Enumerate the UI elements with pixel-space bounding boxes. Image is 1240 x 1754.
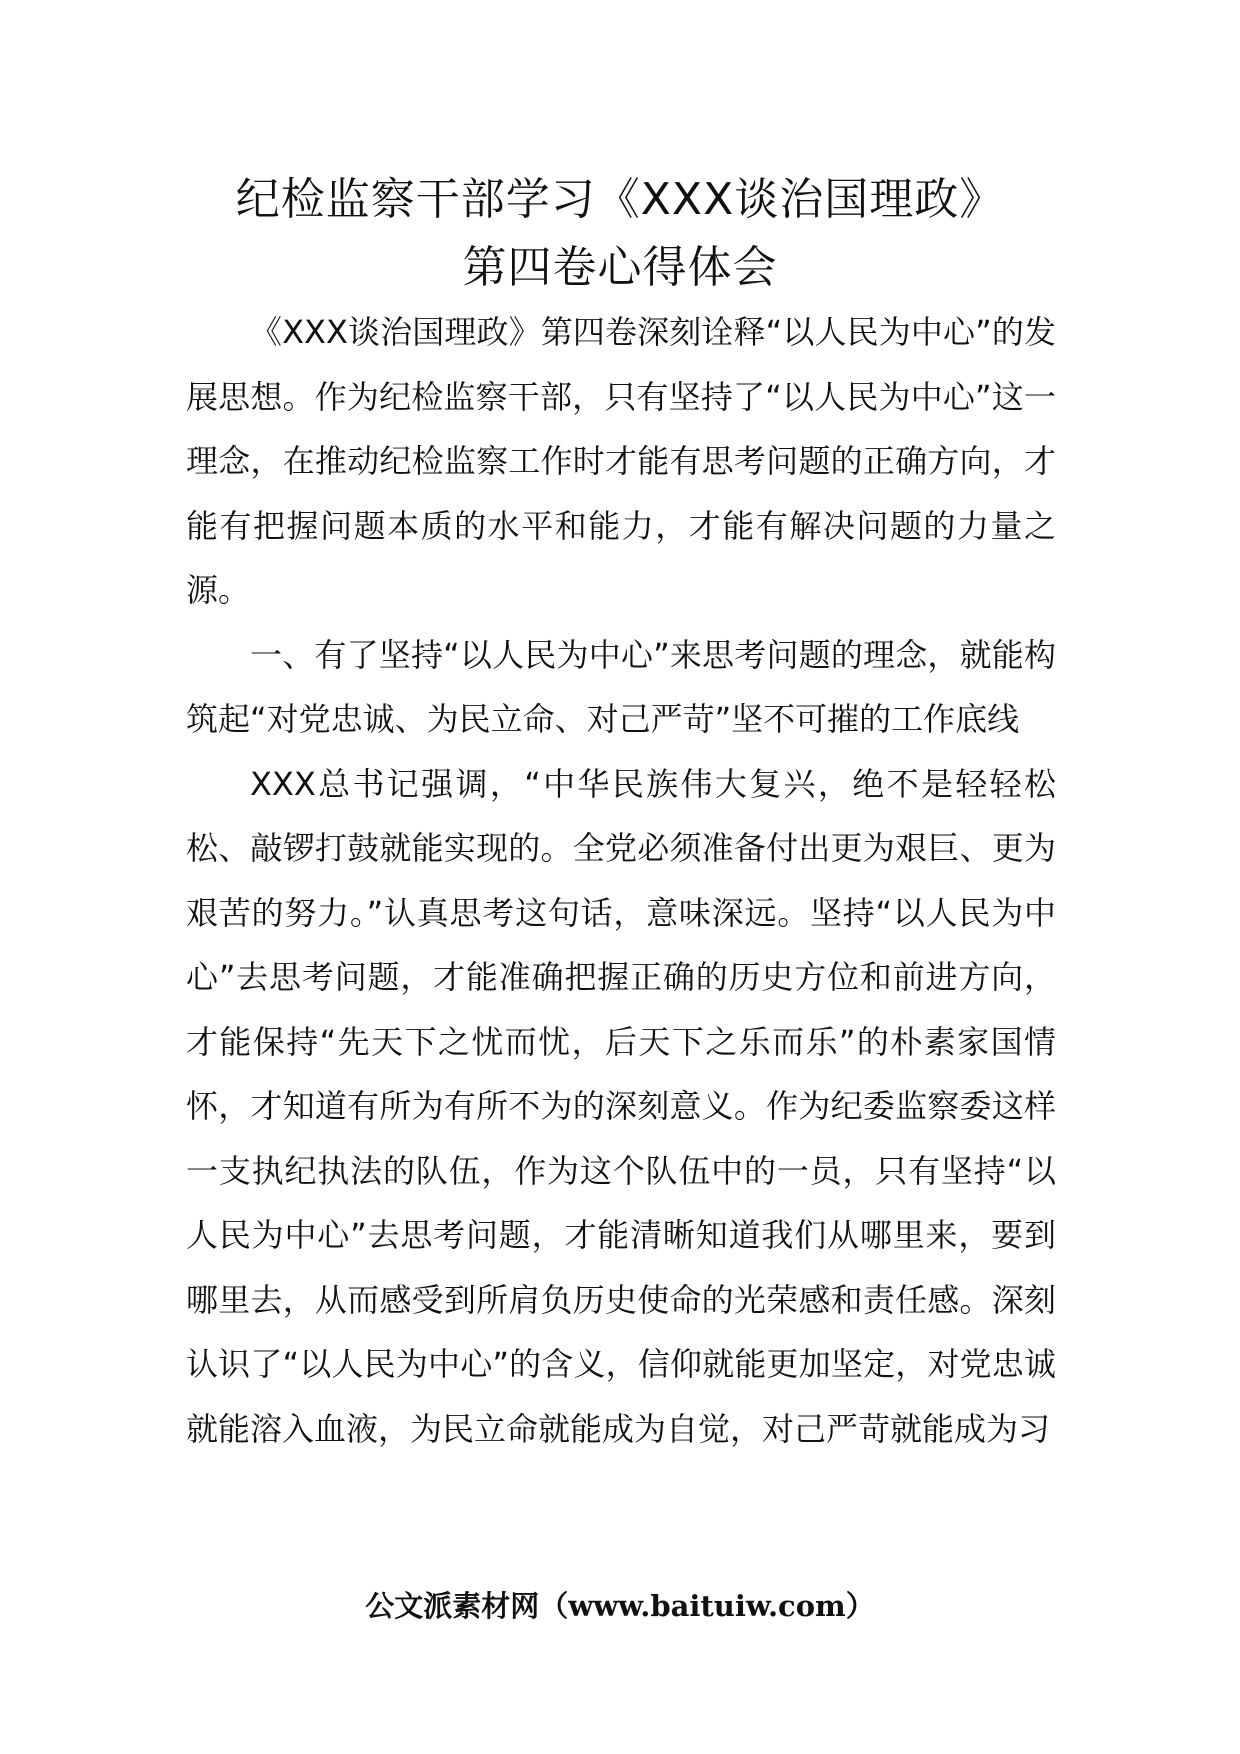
document-title-line-1: 纪检监察干部学习《XXX谈治国理政》	[235, 174, 1005, 225]
document-body	[186, 300, 1056, 1461]
section-heading-1: 一、有了坚持“以人民为中心”来思考问题的理念，就能构筑起“对党忠诚、为民立命、对己严苛”坚不可摧的工作底线	[186, 635, 1056, 738]
paragraph-section-1: XXX总书记强调，“中华民族伟大复兴，绝不是轻轻松松、敲锣打鼓就能实现的。全党必须准备付出更为艰巨、更为艰苦的努力。”认真思考这句话，意味深远。坚持“以人民为中心”去思考问题，才能准确把握正确的历史方位和前进方向，才能保持“先天下之忧而忧，后天下之乐而乐”的朴素家国情怀，才知道有所为有所不为的深刻意义。作为纪委监察委这样一支执纪执法的队伍，作为这个队伍中的一员，只有坚持“以人民为中心”去思考问题，才能清晰知道我们从哪里来，要到哪里去，从而感受到所肩负历史使命的光荣感和责任感。深刻认识了“以人民为中心”的含义，信仰就能更加坚定，对党忠诚就能溶入血液，为民立命就能成为自觉，对己严苛就能成为习	[186, 764, 1056, 1448]
paragraph-intro: 《XXX谈治国理政》第四卷深刻诠释“以人民为中心”的发展思想。作为纪检监察干部，只有坚持了“以人民为中心”这一理念，在推动纪检监察工作时才能有思考问题的正确方向，才能有把握问题本质的水平和能力，才能有解决问题的力量之源。	[186, 313, 1056, 609]
footer-watermark: 公文派素材网（www.baituiw.com）	[365, 1589, 875, 1623]
document-title-line-2: 第四卷心得体会	[462, 242, 778, 293]
